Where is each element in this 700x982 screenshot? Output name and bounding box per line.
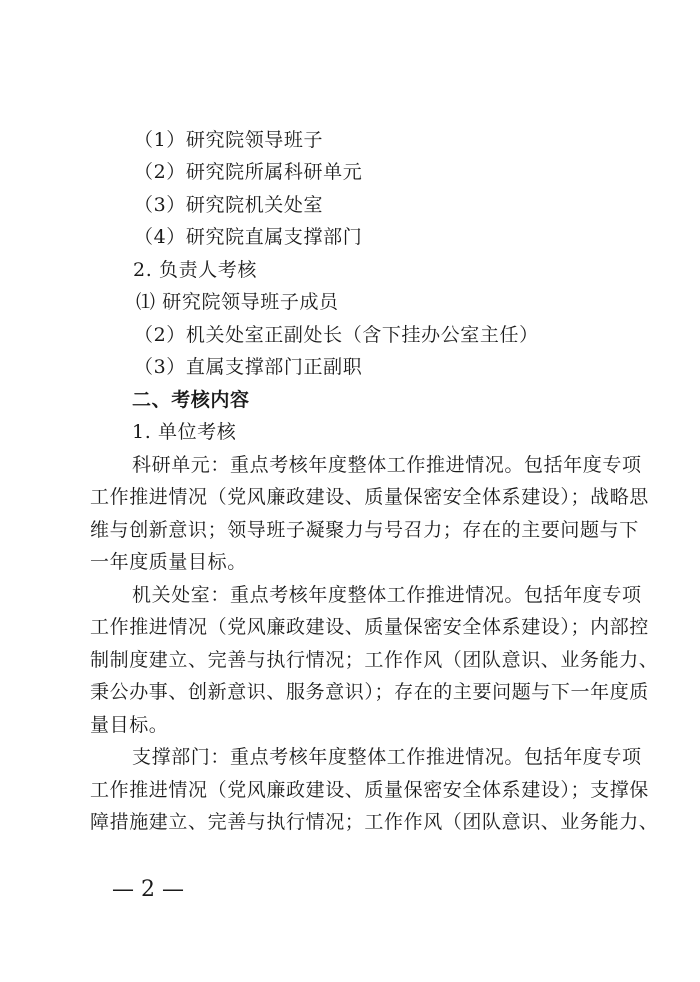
paragraph-line: 工作推进情况（党风廉政建设、质量保密安全体系建设）；支撑保 xyxy=(90,779,649,801)
paragraph-line: 障措施建立、完善与执行情况；工作作风（团队意识、业务能力、 xyxy=(90,811,659,833)
list-item: （3）研究院机关处室 xyxy=(134,194,324,216)
page-number: — 2 — xyxy=(112,877,184,902)
list-item: （4）研究院直属支撑部门 xyxy=(134,226,363,248)
paragraph-line: 科研单元：重点考核年度整体工作推进情况。包括年度专项 xyxy=(132,454,642,476)
section-title: 二、考核内容 xyxy=(132,389,250,411)
paragraph-line: 维与创新意识；领导班子凝聚力与号召力；存在的主要问题与下 xyxy=(90,519,639,541)
paragraph-line: 一年度质量目标。 xyxy=(90,551,247,573)
paragraph-line: 工作推进情况（党风廉政建设、质量保密安全体系建设）；战略思 xyxy=(90,486,649,508)
paragraph-line: 制制度建立、完善与执行情况；工作作风（团队意识、业务能力、 xyxy=(90,649,659,671)
paragraph-line: 工作推进情况（党风廉政建设、质量保密安全体系建设）；内部控 xyxy=(90,616,649,638)
paragraph-line: 支撑部门：重点考核年度整体工作推进情况。包括年度专项 xyxy=(132,746,642,768)
subheading: 2. 负责人考核 xyxy=(133,259,257,281)
subheading: 1. 单位考核 xyxy=(132,421,237,443)
list-item: ⑴ 研究院领导班子成员 xyxy=(136,291,339,313)
list-item: （1）研究院领导班子 xyxy=(134,129,324,151)
list-item: （3）直属支撑部门正副职 xyxy=(134,356,363,378)
list-item: （2）研究院所属科研单元 xyxy=(134,161,363,183)
paragraph-line: 量目标。 xyxy=(90,714,169,736)
list-item: （2）机关处室正副处长（含下挂办公室主任） xyxy=(134,324,539,346)
paragraph-line: 机关处室：重点考核年度整体工作推进情况。包括年度专项 xyxy=(132,584,642,606)
paragraph-line: 秉公办事、创新意识、服务意识）；存在的主要问题与下一年度质 xyxy=(90,681,649,703)
